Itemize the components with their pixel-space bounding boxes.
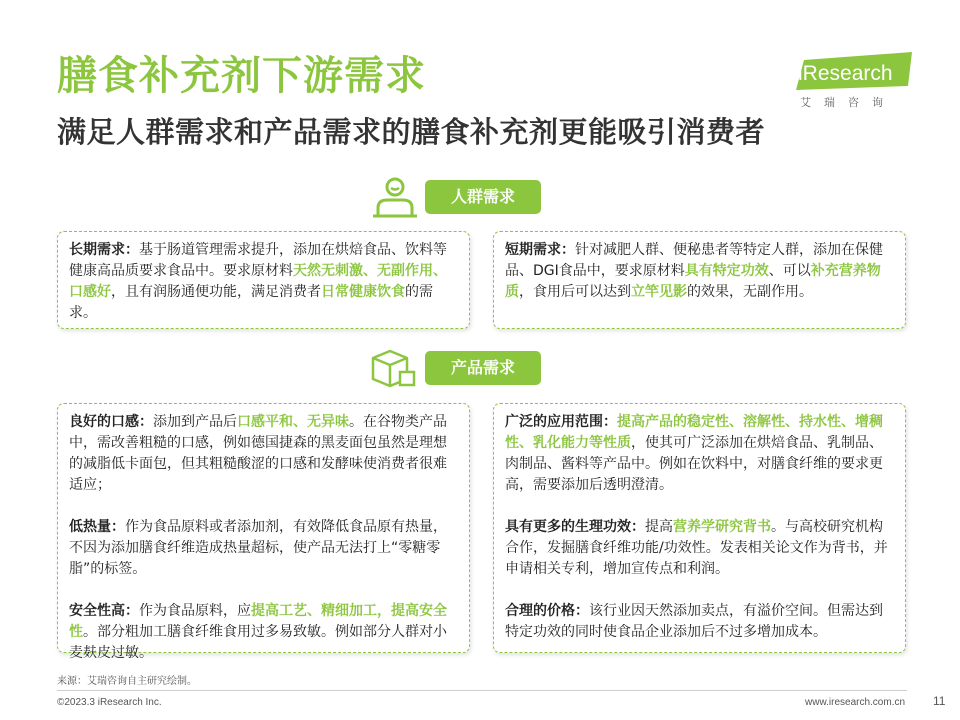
card-heading: 广泛的应用范围：: [505, 414, 617, 430]
body-text: ，使其可广泛添加在烘焙食品、乳制品、肉制品、酱料等产品中。例如在饮料中，对膳食纤维的要求更高，需要添加后透明澄清。: [505, 435, 883, 493]
source-note: 来源：艾瑞咨询自主研究绘制。: [57, 676, 197, 687]
highlight-text: 提高产品的稳定性、溶解性、持水性、增稠性、乳化能力等性质: [505, 414, 883, 451]
body-text: 作为食品原料或者添加剂，有效降低食品原有热量，不因为添加膳食纤维造成热量超标，使产品无法打上“零糖零脂”的标签。: [69, 519, 447, 577]
iresearch-logo: [796, 50, 916, 110]
footer-divider: [57, 690, 907, 691]
highlight-text: 日常健康饮食: [321, 284, 405, 300]
copyright: ©2023.3 iResearch Inc.: [57, 697, 162, 708]
body-text: 。在谷物类产品中，需改善粗糙的口感，例如德国捷森的黑麦面包虽然是理想的减脂低卡面包，但其粗糙酸涩的口感和发酵味使消费者很难适应；: [69, 414, 447, 493]
product-needs-card-left: [57, 403, 470, 661]
card-heading: 短期需求：: [505, 242, 575, 258]
highlight-text: 营养学研究背书: [673, 519, 771, 535]
card-paragraph: [505, 517, 895, 580]
card-heading: 具有更多的生理功效：: [505, 519, 645, 535]
card-heading: 良好的口感：: [69, 414, 153, 430]
body-text: 的需求。: [69, 284, 433, 321]
box-icon: [370, 346, 418, 394]
card-paragraph: [69, 601, 459, 664]
body-text: 针对减肥人群、便秘患者等特定人群，添加在保健品、DGI食品中，要求原材料: [505, 242, 883, 279]
body-text: 添加到产品后: [153, 414, 237, 430]
highlight-text: 立竿见影: [631, 284, 687, 300]
body-text: ，且有润肠通便功能，满足消费者: [111, 284, 321, 300]
page-number: 11: [933, 694, 946, 708]
card-paragraph: [69, 517, 459, 580]
card-heading: 安全性高：: [69, 603, 139, 619]
card-paragraph: [69, 412, 459, 496]
highlight-text: 口感平和、无异味: [237, 414, 349, 430]
card-heading: 低热量：: [69, 519, 125, 535]
highlight-text: 补充营养物质: [505, 263, 881, 300]
body-text: 。部分粗加工膳食纤维食用过多易致敏。例如部分人群对小麦麸皮过敏。: [69, 624, 447, 661]
people-needs-label: 人群需求: [425, 180, 541, 214]
card-heading: 长期需求：: [69, 242, 139, 258]
product-needs-label: 产品需求: [425, 351, 541, 385]
body-text: ，食用后可以达到: [519, 284, 631, 300]
product-needs-card-right: [493, 403, 906, 653]
body-text: 的效果，无副作用。: [687, 284, 813, 300]
short-term-need-card: [493, 231, 906, 329]
highlight-text: 提高工艺、精细加工，提高安全性: [69, 603, 447, 640]
page-subtitle: 满足人群需求和产品需求的膳食补充剂更能吸引消费者: [57, 115, 766, 149]
long-term-need-card: [57, 231, 470, 329]
card-paragraph: [505, 412, 895, 496]
body-text: 提高: [645, 519, 673, 535]
highlight-text: 具有特定功效: [684, 263, 769, 279]
body-text: 基于肠道管理需求提升，添加在烘焙食品、饮料等健康高品质要求食品中。要求原材料: [69, 242, 447, 279]
card-heading: 合理的价格：: [505, 603, 589, 619]
logo-cn: 艾瑞咨询: [800, 96, 896, 109]
body-text: 作为食品原料，应: [139, 603, 251, 619]
highlight-text: 天然无刺激、无副作用、口感好: [69, 263, 447, 300]
page-title: 膳食补充剂下游需求: [57, 53, 426, 99]
website-url: www.iresearch.com.cn: [805, 697, 906, 708]
body-text: 该行业因天然添加卖点，有溢价空间。但需达到特定功效的同时使食品企业添加后不过多增加成本。: [505, 603, 883, 640]
card-paragraph: [505, 601, 895, 643]
body-text: 。与高校研究机构合作，发掘膳食纤维功能/功效性。发表相关论文作为背书，并申请相关专利，增加宣传点和利润。: [505, 519, 888, 577]
person-icon: [372, 176, 418, 222]
body-text: 、可以: [768, 263, 811, 279]
logo-text: iResearch: [798, 62, 893, 85]
